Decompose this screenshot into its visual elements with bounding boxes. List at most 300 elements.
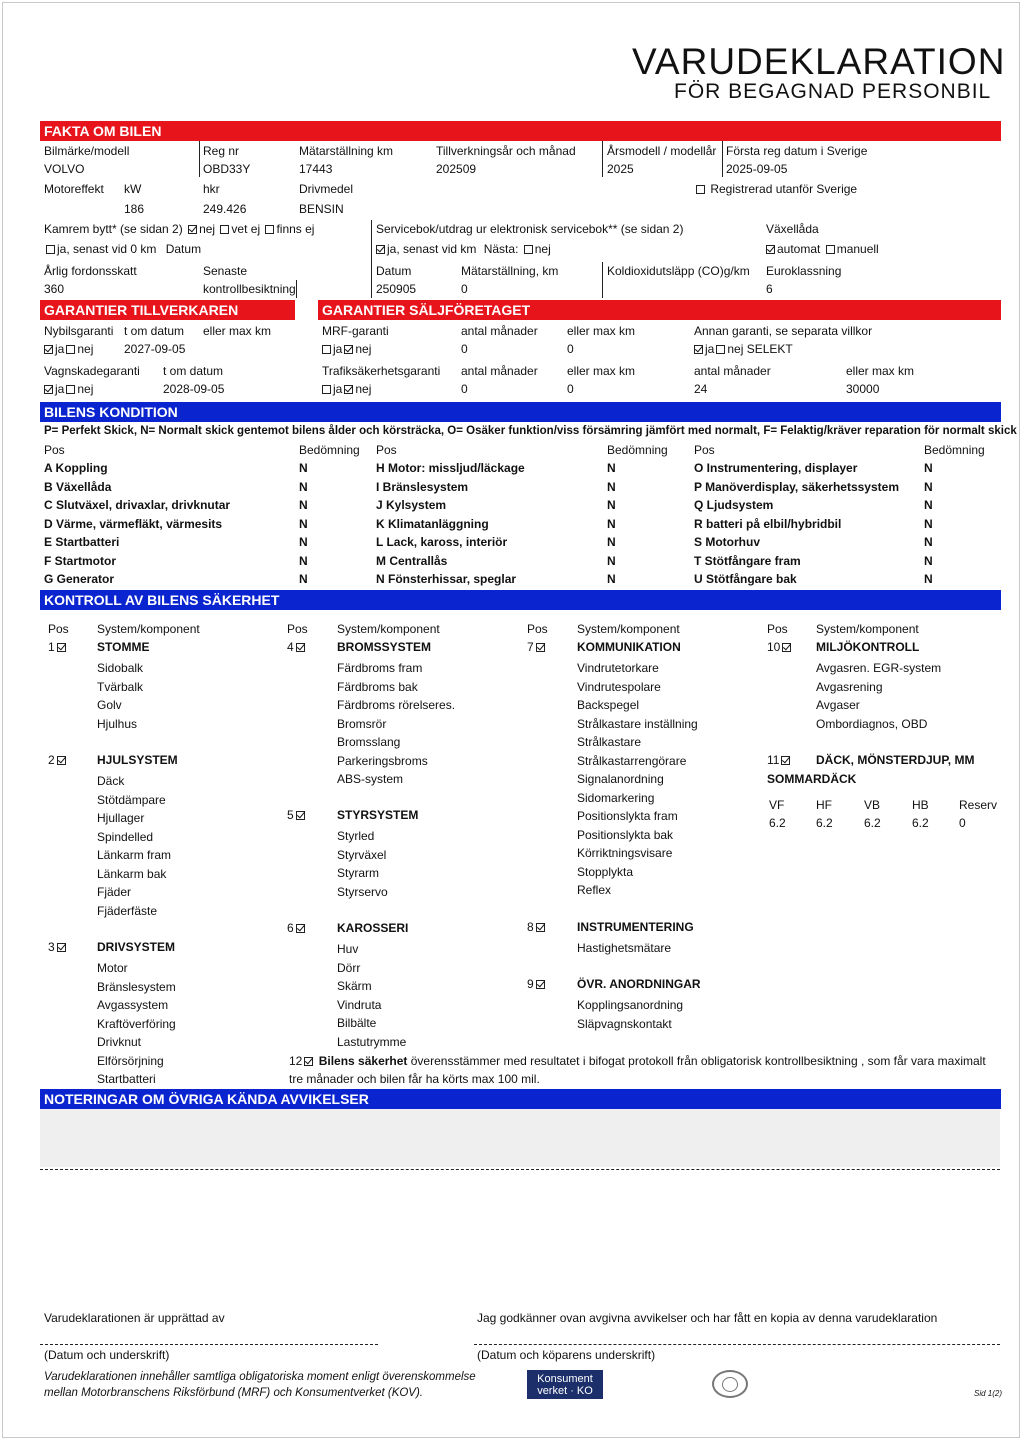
component-item: Startbatteri bbox=[97, 1072, 156, 1086]
group-number: 7 bbox=[527, 640, 534, 654]
kondition-rating: N bbox=[607, 572, 616, 586]
tire-header: VB bbox=[864, 798, 881, 812]
trafik-nej-label: nej bbox=[355, 382, 372, 396]
kond-pos-label-2: Pos bbox=[376, 443, 397, 457]
group-number: 3 bbox=[48, 940, 55, 954]
group-title: MILJÖKONTROLL bbox=[816, 640, 920, 654]
component-item: Avgassystem bbox=[97, 998, 169, 1012]
section-kondition: BILENS KONDITION bbox=[40, 402, 1001, 422]
component-item: Hastighetsmätare bbox=[577, 941, 672, 955]
group-8-num-row bbox=[527, 920, 547, 934]
kondition-rating: N bbox=[299, 479, 308, 494]
component-item: Bromsrör bbox=[337, 716, 387, 731]
reg-utanfor-checkbox[interactable] bbox=[696, 185, 705, 194]
document-title: VARUDEKLARATION bbox=[632, 41, 1006, 82]
divider bbox=[602, 141, 603, 177]
service-ja-label: ja, senast vid km bbox=[387, 242, 477, 256]
group-checkbox[interactable] bbox=[57, 943, 66, 952]
component-item: Däck bbox=[97, 774, 125, 788]
service-ja-checkbox[interactable] bbox=[376, 245, 385, 254]
kondition-rating: N bbox=[924, 516, 933, 531]
group-number: 10 bbox=[767, 640, 781, 654]
component-item: Tvärbalk bbox=[97, 679, 144, 694]
component-item: Hjulhus bbox=[97, 716, 138, 731]
component-item: Huv bbox=[337, 942, 359, 956]
group-checkbox[interactable] bbox=[536, 923, 545, 932]
value-mrf-km: 0 bbox=[567, 342, 574, 356]
notes-underline bbox=[40, 1169, 1000, 1170]
component-item: Vindruta bbox=[337, 997, 382, 1012]
tire-value: 6.2 bbox=[864, 816, 881, 830]
component-item: Fjäder bbox=[97, 885, 132, 899]
component-item: Drivknut bbox=[97, 1035, 142, 1049]
service-nej-checkbox[interactable] bbox=[524, 245, 533, 254]
component-item: Bränslesystem bbox=[97, 979, 176, 994]
kamrem-vetej-label: vet ej bbox=[231, 222, 261, 236]
divider bbox=[602, 262, 603, 298]
kamrem-ja-checkbox[interactable] bbox=[46, 245, 55, 254]
component-item: Avgasrening bbox=[816, 679, 883, 694]
trafik-nej-checkbox[interactable] bbox=[344, 385, 353, 394]
value-euro: 6 bbox=[766, 282, 773, 296]
label-matar2: Mätarställning, km bbox=[461, 264, 559, 278]
group-5-num-row bbox=[287, 808, 307, 822]
kondition-rating: N bbox=[607, 461, 616, 475]
value-annan-man: 24 bbox=[694, 382, 708, 396]
kamrem-ja-row bbox=[44, 242, 201, 256]
kondition-item: K Klimatanläggning bbox=[376, 516, 489, 531]
group-12-row bbox=[289, 1054, 986, 1068]
annan-jn-row bbox=[692, 342, 793, 356]
label-trafik: Trafiksäkerhetsgaranti bbox=[322, 364, 441, 378]
label-co2: Koldioxidutsläpp (CO)g/km bbox=[607, 264, 750, 278]
kamrem-nej-label: nej bbox=[199, 222, 216, 236]
label-vagn: Vagnskadegaranti bbox=[44, 364, 140, 378]
kontroll-sys-label-4: System/komponent bbox=[816, 622, 919, 636]
kamrem-nej-checkbox[interactable] bbox=[188, 225, 197, 234]
logo-line1: Konsument bbox=[537, 1373, 593, 1385]
component-item: Avgaser bbox=[816, 698, 860, 712]
component-item: Stopplykta bbox=[577, 864, 634, 879]
label-senaste: Senaste bbox=[203, 264, 248, 278]
group-4-num-row bbox=[287, 640, 307, 654]
vagn-nej-label: nej bbox=[77, 382, 94, 396]
value-nybil-datum: 2027-09-05 bbox=[124, 342, 186, 356]
service-row bbox=[374, 242, 551, 256]
group-checkbox[interactable] bbox=[536, 643, 545, 652]
component-item: Släpvagnskontakt bbox=[577, 1016, 672, 1031]
label-marke: Bilmärke/modell bbox=[44, 144, 130, 158]
group-number: 5 bbox=[287, 808, 294, 822]
label-trafik-max: eller max km bbox=[567, 364, 636, 378]
annan-nej-checkbox[interactable] bbox=[716, 345, 725, 354]
divider bbox=[199, 141, 200, 177]
component-item: Styrled bbox=[337, 829, 375, 843]
value-kw: 186 bbox=[124, 202, 145, 216]
kondition-rating: N bbox=[299, 572, 308, 586]
value-tillv: 202509 bbox=[436, 162, 477, 176]
document-subtitle: FÖR BEGAGNAD PERSONBIL bbox=[674, 80, 992, 103]
kondition-rating: N bbox=[607, 553, 616, 568]
nybil-ja-label: ja bbox=[55, 342, 65, 356]
label-service: Servicebok/utdrag ur elektronisk servicebok** (se sidan 2) bbox=[376, 222, 684, 236]
mrf-nej-label: nej bbox=[355, 342, 372, 356]
kondition-item: M Centrallås bbox=[376, 553, 448, 568]
group-title: BROMSSYSTEM bbox=[337, 640, 432, 654]
footer-note2: mellan Motorbranschens Riksförbund (MRF) och Konsumentverket (KOV). bbox=[44, 1387, 424, 1399]
component-item: Positionslykta bak bbox=[577, 827, 674, 842]
kond-pos-label-1: Pos bbox=[44, 443, 65, 457]
group-12-checkbox[interactable] bbox=[304, 1057, 313, 1066]
value-annan-km: 30000 bbox=[846, 382, 880, 396]
group-6-num-row bbox=[287, 921, 307, 935]
value-vagn-datum: 2028-09-05 bbox=[163, 382, 225, 396]
konsumentverket-logo bbox=[527, 1370, 603, 1399]
kontroll-sys-label-3: System/komponent bbox=[577, 622, 680, 636]
vagn-ja-checkbox[interactable] bbox=[44, 385, 53, 394]
component-item: Ombordiagnos, OBD bbox=[816, 716, 928, 731]
kamrem-row bbox=[44, 222, 314, 236]
section-kontroll: KONTROLL AV BILENS SÄKERHET bbox=[40, 590, 1001, 610]
label-mrf-antal: antal månader bbox=[461, 324, 538, 338]
group-9-num-row bbox=[527, 977, 547, 991]
component-item: Färdbroms rörelseres. bbox=[337, 698, 456, 712]
kondition-item: T Stötfångare fram bbox=[694, 553, 801, 568]
tire-header: Reserv bbox=[959, 798, 998, 812]
kondition-rating: N bbox=[607, 498, 616, 512]
group-checkbox[interactable] bbox=[296, 811, 305, 820]
component-item: Positionslykta fram bbox=[577, 809, 678, 823]
kondition-rating: N bbox=[299, 553, 308, 568]
mrf-ja-label: ja bbox=[333, 342, 343, 356]
group-checkbox[interactable] bbox=[57, 643, 66, 652]
kond-bed-label-1: Bedömning bbox=[299, 443, 360, 457]
component-item: Körriktningsvisare bbox=[577, 846, 673, 860]
group-11-num-row bbox=[767, 753, 792, 767]
value-datum: 250905 bbox=[376, 282, 417, 296]
group-checkbox[interactable] bbox=[781, 756, 790, 765]
kondition-rating: N bbox=[607, 535, 616, 549]
kondition-rating: N bbox=[299, 535, 308, 549]
component-item: Avgasren. EGR-system bbox=[816, 661, 942, 675]
label-annan-antal: antal månader bbox=[694, 364, 771, 378]
component-item: Hjullager bbox=[97, 811, 145, 825]
label-nybil-tom: t om datum bbox=[124, 324, 185, 338]
group-checkbox[interactable] bbox=[782, 643, 791, 652]
component-item: Skärm bbox=[337, 979, 372, 993]
value-marke: VOLVO bbox=[44, 162, 85, 176]
component-item: Elförsörjning bbox=[97, 1053, 164, 1068]
kondition-rating: N bbox=[924, 572, 933, 586]
component-item: Motor bbox=[97, 961, 128, 975]
kondition-item: C Slutväxel, drivaxlar, drivknutar bbox=[44, 498, 231, 512]
kondition-rating: N bbox=[924, 498, 933, 512]
trafik-jn-row bbox=[320, 382, 371, 396]
kondition-item: G Generator bbox=[44, 572, 115, 586]
value-annan-text: SELEKT bbox=[746, 342, 793, 356]
component-item: Backspegel bbox=[577, 698, 640, 712]
label-drivmedel: Drivmedel bbox=[299, 182, 354, 196]
label-matar: Mätarställning km bbox=[299, 144, 394, 158]
kontroll-pos-label-2: Pos bbox=[287, 622, 308, 636]
component-item: Reflex bbox=[577, 883, 612, 897]
kondition-item: I Bränslesystem bbox=[376, 479, 469, 494]
component-item: Parkeringsbroms bbox=[337, 753, 428, 768]
kond-pos-label-3: Pos bbox=[694, 443, 715, 457]
component-item: Bromsslang bbox=[337, 735, 401, 749]
tire-value: 6.2 bbox=[912, 816, 929, 830]
mrf-seal-icon bbox=[712, 1370, 748, 1398]
label-annan: Annan garanti, se separata villkor bbox=[694, 324, 873, 338]
section-noteringar: NOTERINGAR OM ÖVRIGA KÄNDA AVVIKELSER bbox=[40, 1089, 1001, 1109]
kondition-item: P Manöverdisplay, säkerhetssystem bbox=[694, 479, 899, 494]
kontroll-sys-label-2: System/komponent bbox=[337, 622, 440, 636]
nybil-nej-checkbox[interactable] bbox=[66, 345, 75, 354]
group-checkbox[interactable] bbox=[57, 756, 66, 765]
group-title: DÄCK, MÖNSTERDJUP, MM bbox=[816, 753, 975, 767]
component-item: Lastutrymme bbox=[337, 1034, 407, 1049]
group-11-sub: SOMMARDÄCK bbox=[767, 772, 857, 786]
label-motor: Motoreffekt bbox=[44, 182, 104, 196]
signature-line-2[interactable] bbox=[474, 1344, 1000, 1345]
label-arsmodell: Årsmodell / modellår bbox=[607, 144, 717, 158]
group-number: 1 bbox=[48, 640, 55, 654]
vaxel-man-label: manuell bbox=[836, 242, 879, 256]
footer-note1: Varudeklarationen innehåller samtliga obligatoriska moment enligt överenskommelse bbox=[44, 1371, 476, 1383]
component-item: Fjäderfäste bbox=[97, 903, 158, 918]
divider bbox=[296, 280, 297, 298]
page-number: Sid 1(2) bbox=[974, 1389, 1003, 1398]
value-reg: OBD33Y bbox=[203, 162, 251, 176]
component-item: Länkarm bak bbox=[97, 866, 167, 881]
group-12-text2: tre månader och bilen får ha körts max 100 mil. bbox=[289, 1072, 540, 1086]
kondition-rating: N bbox=[924, 461, 933, 475]
logo-line2: verket · KO bbox=[537, 1385, 593, 1397]
kondition-rating: N bbox=[607, 516, 616, 531]
component-item: Styrväxel bbox=[337, 847, 387, 862]
vaxel-row bbox=[764, 242, 879, 256]
component-item: Strålkastarrengörare bbox=[577, 753, 687, 768]
component-item: Bilbälte bbox=[337, 1016, 377, 1030]
vagn-jn-row bbox=[42, 382, 93, 396]
footer-upprattad: Varudeklarationen är upprättad av bbox=[44, 1311, 225, 1325]
value-trafik-man: 0 bbox=[461, 382, 468, 396]
component-item: Golv bbox=[97, 698, 122, 712]
service-nej-label: nej bbox=[534, 242, 551, 256]
group-number: 2 bbox=[48, 753, 55, 767]
group-12-bold: Bilens säkerhet bbox=[318, 1054, 408, 1068]
group-title: KAROSSERI bbox=[337, 921, 409, 935]
kamrem-datum-label: Datum bbox=[165, 242, 202, 256]
label-datum: Datum bbox=[376, 264, 412, 278]
component-item: Dörr bbox=[337, 960, 361, 975]
kamrem-finns-checkbox[interactable] bbox=[265, 225, 274, 234]
vaxel-man-checkbox[interactable] bbox=[826, 245, 835, 254]
kamrem-ja-label: ja, senast vid 0 km bbox=[57, 242, 157, 256]
group-10-num-row bbox=[767, 640, 793, 654]
vaxel-auto-checkbox[interactable] bbox=[766, 245, 775, 254]
tire-value: 6.2 bbox=[816, 816, 833, 830]
group-title: STOMME bbox=[97, 640, 150, 654]
kond-bed-label-3: Bedömning bbox=[924, 443, 985, 457]
group-checkbox[interactable] bbox=[296, 643, 305, 652]
notes-area[interactable] bbox=[40, 1109, 1000, 1167]
vagn-nej-checkbox[interactable] bbox=[66, 385, 75, 394]
component-item: Kraftöverföring bbox=[97, 1016, 176, 1031]
kondition-item: B Växellåda bbox=[44, 479, 112, 494]
kondition-item: F Startmotor bbox=[44, 553, 116, 568]
value-skatt: 360 bbox=[44, 282, 65, 296]
kondition-item: Q Ljudsystem bbox=[694, 498, 774, 512]
group-12-text: överensstämmer med resultatet i bifogat protokoll från obligatorisk kontrollbesiktning , som får vara maximalt bbox=[407, 1054, 986, 1068]
component-item: Vindrutespolare bbox=[577, 679, 661, 694]
value-drivmedel: BENSIN bbox=[299, 202, 344, 216]
tire-value: 6.2 bbox=[769, 816, 786, 830]
nybil-jn-row bbox=[42, 342, 93, 356]
tire-header: VF bbox=[769, 798, 785, 812]
component-item: Styrservo bbox=[337, 884, 388, 899]
footer-godkanner: Jag godkänner ovan avgivna avvikelser och har fått en kopia av denna varudeklaration bbox=[477, 1311, 938, 1325]
nybil-ja-checkbox[interactable] bbox=[44, 345, 53, 354]
component-item: Strålkastare bbox=[577, 735, 642, 749]
value-matar2: 0 bbox=[461, 282, 468, 296]
group-7-num-row bbox=[527, 640, 547, 654]
label-forsta: Första reg datum i Sverige bbox=[726, 144, 868, 158]
value-forsta: 2025-09-05 bbox=[726, 162, 788, 176]
kondition-rating: N bbox=[299, 516, 308, 531]
kondition-rating: N bbox=[607, 479, 616, 494]
signature-line-1[interactable] bbox=[40, 1344, 378, 1345]
group-3-num-row bbox=[48, 940, 68, 954]
trafik-ja-label: ja bbox=[333, 382, 343, 396]
label-senaste2: kontrollbesiktning bbox=[203, 282, 296, 296]
component-item: Signalanordning bbox=[577, 772, 664, 786]
component-item: Spindelled bbox=[97, 829, 154, 844]
nybil-nej-label: nej bbox=[77, 342, 94, 356]
group-title: INSTRUMENTERING bbox=[577, 920, 694, 934]
kondition-item: J Kylsystem bbox=[376, 498, 447, 512]
group-checkbox[interactable] bbox=[296, 924, 305, 933]
kontroll-sys-label-1: System/komponent bbox=[97, 622, 200, 636]
kondition-item: A Koppling bbox=[44, 461, 108, 475]
component-item: Stötdämpare bbox=[97, 792, 166, 807]
kondition-rating: N bbox=[924, 479, 933, 494]
label-vagn-tom: t om datum bbox=[163, 364, 224, 378]
group-title: KOMMUNIKATION bbox=[577, 640, 681, 654]
component-item: Sidomarkering bbox=[577, 790, 655, 805]
mrf-ja-checkbox[interactable] bbox=[322, 345, 331, 354]
kamrem-vetej-checkbox[interactable] bbox=[220, 225, 229, 234]
label-kw: kW bbox=[124, 182, 142, 196]
group-number: 6 bbox=[287, 921, 294, 935]
label-mrf-max: eller max km bbox=[567, 324, 636, 338]
group-number: 9 bbox=[527, 977, 534, 991]
label-tillv: Tillverkningsår och månad bbox=[436, 144, 576, 158]
kondition-item: D Värme, värmefläkt, värmesits bbox=[44, 516, 223, 531]
reg-utanfor-label: Registrerad utanför Sverige bbox=[710, 182, 858, 196]
section-fakta: FAKTA OM BILEN bbox=[40, 121, 1001, 141]
kondition-item: L Lack, kaross, interiör bbox=[376, 535, 508, 549]
value-arsmodell: 2025 bbox=[607, 162, 634, 176]
kondition-item: U Stötfångare bak bbox=[694, 572, 797, 586]
label-reg: Reg nr bbox=[203, 144, 240, 158]
label-hkr: hkr bbox=[203, 182, 220, 196]
kondition-rating: N bbox=[299, 461, 308, 475]
footer-sig1: (Datum och underskrift) bbox=[44, 1348, 170, 1362]
trafik-ja-checkbox[interactable] bbox=[322, 385, 331, 394]
value-matar: 17443 bbox=[299, 162, 333, 176]
component-item: Sidobalk bbox=[97, 661, 144, 675]
group-number: 4 bbox=[287, 640, 294, 654]
vagn-ja-label: ja bbox=[55, 382, 65, 396]
kondition-item: S Motorhuv bbox=[694, 535, 760, 549]
divider bbox=[371, 220, 372, 298]
component-item: Länkarm fram bbox=[97, 848, 172, 862]
component-item: ABS-system bbox=[337, 772, 404, 786]
label-nybil: Nybilsgaranti bbox=[44, 324, 114, 338]
kamrem-finns-label: finns ej bbox=[276, 222, 315, 236]
component-item: Vindrutetorkare bbox=[577, 661, 659, 675]
group-1-num-row bbox=[48, 640, 68, 654]
kondition-rating: N bbox=[299, 498, 308, 512]
kondition-item: R batteri på elbil/hybridbil bbox=[694, 516, 842, 531]
value-hkr: 249.426 bbox=[203, 202, 247, 216]
tire-header: HF bbox=[816, 798, 832, 812]
label-trafik-antal: antal månader bbox=[461, 364, 538, 378]
group-number: 11 bbox=[767, 753, 780, 767]
group-checkbox[interactable] bbox=[536, 980, 545, 989]
value-trafik-km: 0 bbox=[567, 382, 574, 396]
component-item: Kopplingsanordning bbox=[577, 998, 684, 1012]
tire-header: HB bbox=[912, 798, 929, 812]
component-item: Styrarm bbox=[337, 866, 379, 880]
component-item: Strålkastare inställning bbox=[577, 716, 698, 731]
reg-utanfor-row bbox=[694, 182, 857, 196]
mrf-nej-checkbox[interactable] bbox=[344, 345, 353, 354]
label-mrf: MRF-garanti bbox=[322, 324, 389, 338]
kondition-item: H Motor: missljud/läckage bbox=[376, 461, 525, 475]
kondition-item: O Instrumentering, displayer bbox=[694, 461, 858, 475]
section-garanti-tillverkaren: GARANTIER TILLVERKAREN bbox=[40, 300, 295, 320]
kondition-item: N Fönsterhissar, speglar bbox=[376, 572, 517, 586]
kontroll-pos-label-1: Pos bbox=[48, 622, 69, 636]
label-kamrem: Kamrem bytt* (se sidan 2) bbox=[44, 222, 183, 236]
group-title: DRIVSYSTEM bbox=[97, 940, 176, 954]
annan-ja-label: ja bbox=[705, 342, 715, 356]
label-skatt: Årlig fordonsskatt bbox=[44, 264, 137, 278]
section-garanti-saljforetaget: GARANTIER SÄLJFÖRETAGET bbox=[318, 300, 1001, 320]
service-nasta-label: Nästa: bbox=[483, 242, 519, 256]
label-vaxel: Växellåda bbox=[766, 222, 819, 236]
kond-bed-label-2: Bedömning bbox=[607, 443, 668, 457]
group-title: HJULSYSTEM bbox=[97, 753, 178, 767]
kontroll-pos-label-3: Pos bbox=[527, 622, 548, 636]
annan-ja-checkbox[interactable] bbox=[694, 345, 703, 354]
group-title: STYRSYSTEM bbox=[337, 808, 419, 822]
kontroll-pos-label-4: Pos bbox=[767, 622, 788, 636]
value-mrf-man: 0 bbox=[461, 342, 468, 356]
annan-nej-label: nej bbox=[727, 342, 744, 356]
tire-value: 0 bbox=[959, 816, 966, 830]
footer-sig2: (Datum och köparens underskrift) bbox=[477, 1348, 656, 1362]
label-annan-max: eller max km bbox=[846, 364, 915, 378]
divider bbox=[722, 141, 723, 177]
kondition-legend: P= Perfekt Skick, N= Normalt skick gentemot bilens ålder och körsträcka, O= Osäker funktion/viss försämring jämfört med normalt, F= Felaktig/kräver reparation för normalt skick bbox=[44, 425, 1017, 437]
kondition-item: E Startbatteri bbox=[44, 535, 120, 549]
label-nybil-max: eller max km bbox=[203, 324, 272, 338]
group-title: ÖVR. ANORDNINGAR bbox=[577, 977, 701, 991]
vaxel-auto-label: automat bbox=[777, 242, 821, 256]
